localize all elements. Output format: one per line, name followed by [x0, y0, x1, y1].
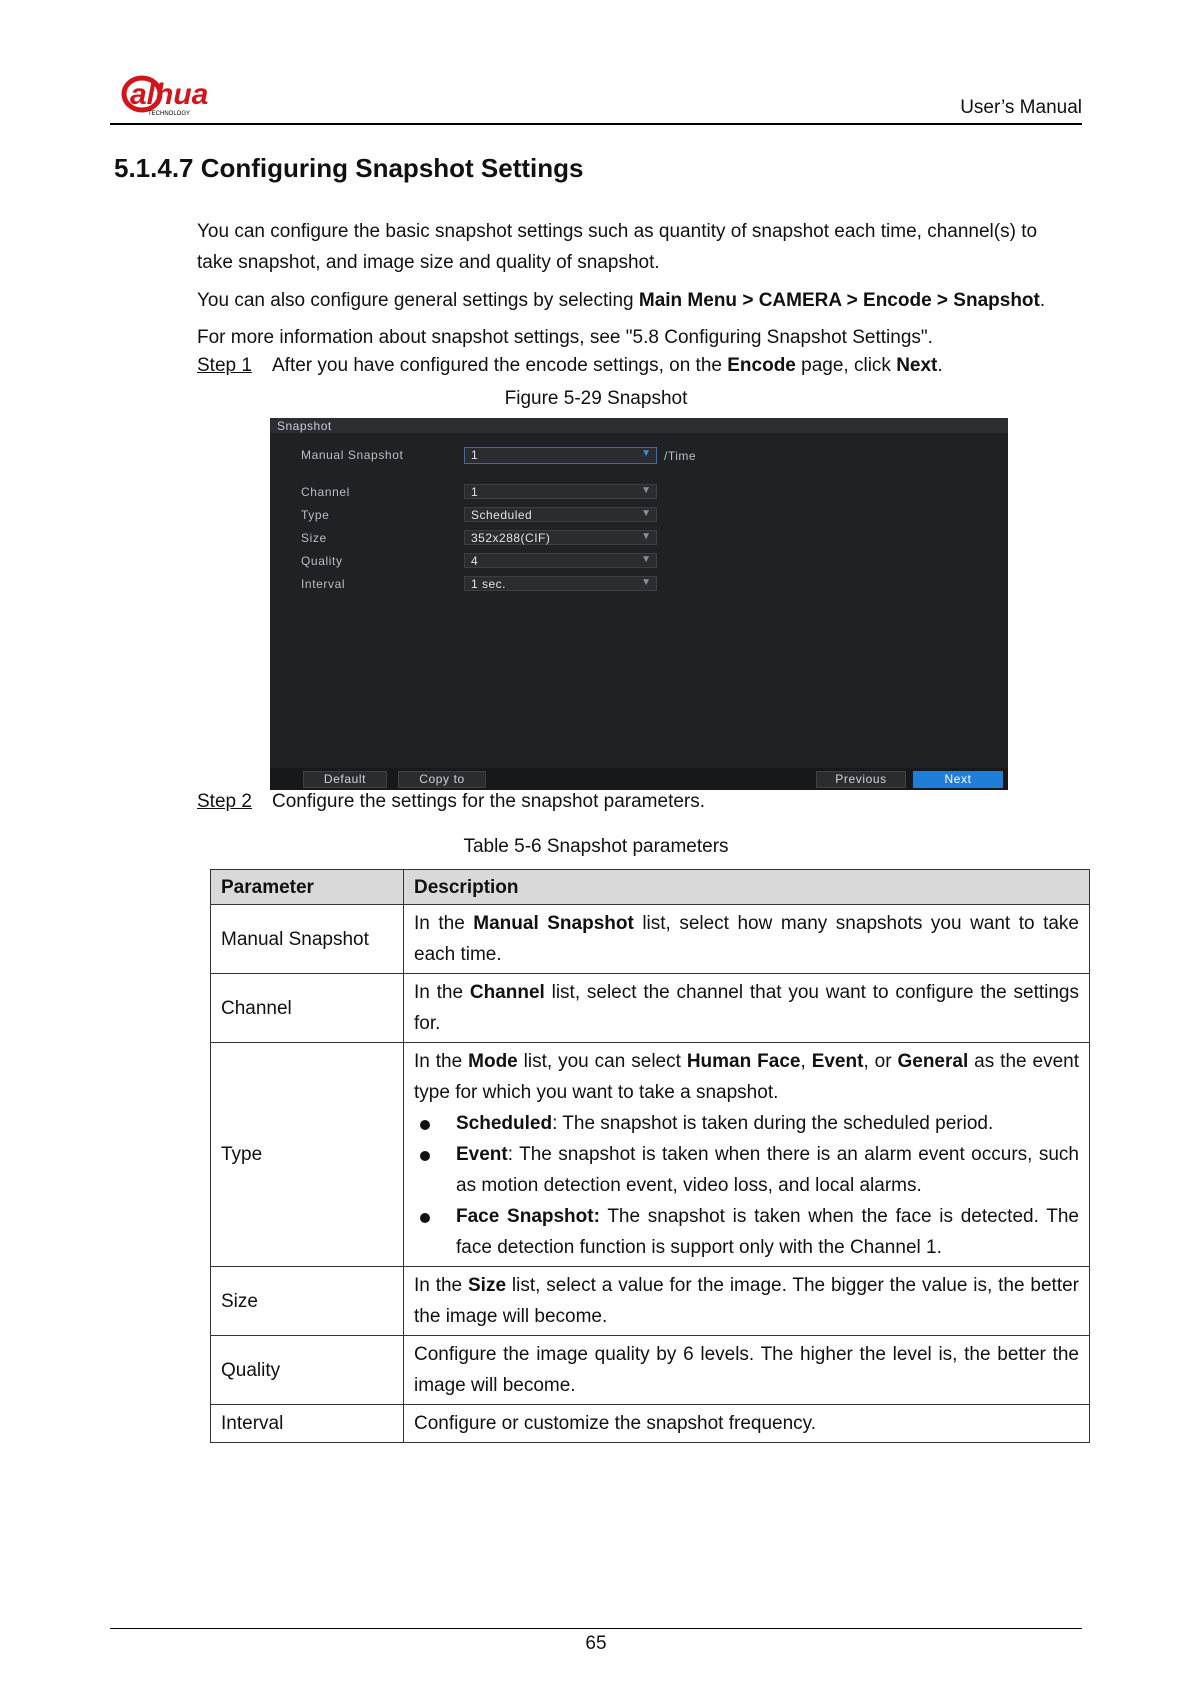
menu-path: Main Menu > CAMERA > Encode > Snapshot [638, 290, 1040, 311]
step-1-next: Next [896, 355, 938, 376]
interval-select[interactable] [464, 576, 657, 591]
chevron-down-icon: ▼ [641, 531, 651, 542]
type-label: Type [301, 508, 330, 522]
param-name: Interval [211, 1405, 404, 1443]
desc-bold: Human Face [686, 1051, 801, 1072]
step-1-label: Step 1 [197, 355, 252, 376]
desc-bold: Event [811, 1051, 864, 1072]
desc-text: : The snapshot is taken when there is an alarm event occurs, such as motion detection event, video loss, and local alarms. [456, 1144, 1079, 1196]
figure-caption: Figure 5-29 Snapshot [504, 388, 688, 409]
param-name: Quality [211, 1336, 404, 1405]
interval-label: Interval [301, 577, 346, 591]
bullet-icon [420, 1151, 430, 1161]
desc-text: In the [414, 1051, 469, 1072]
snapshot-header-bar [270, 418, 1008, 433]
chevron-down-icon: ▼ [641, 554, 651, 565]
param-name: Manual Snapshot [211, 905, 404, 974]
desc-text: , or [863, 1051, 898, 1072]
default-button[interactable]: Default [303, 771, 387, 788]
chevron-down-icon: ▼ [641, 508, 651, 519]
channel-value: 1 [471, 485, 479, 499]
bullet-icon [420, 1120, 430, 1130]
section-title: 5.1.4.7 Configuring Snapshot Settings [114, 153, 584, 183]
header-description: Description [404, 870, 1090, 905]
snapshot-title: Snapshot [277, 419, 332, 433]
logo-subtext: TECHNOLOGY [148, 111, 191, 116]
type-intro [414, 1046, 1079, 1108]
type-bullet-list [414, 1108, 1079, 1263]
step-2-text: Configure the settings for the snapshot parameters. [272, 791, 706, 812]
param-description: Configure the image quality by 6 levels. The higher the level is, the better the image will become. [404, 1336, 1090, 1405]
table-row [211, 1405, 1090, 1443]
page-number: 65 [585, 1633, 607, 1654]
list-item [414, 1108, 1079, 1139]
header-parameter: Parameter [211, 870, 404, 905]
size-select[interactable] [464, 530, 657, 545]
manual-snapshot-value: 1 [471, 448, 479, 462]
param-description: Configure or customize the snapshot frequency. [404, 1405, 1090, 1443]
footer-divider [110, 1628, 1082, 1629]
step-1-encode: Encode [727, 355, 796, 376]
list-item [414, 1201, 1079, 1263]
intro-line-1: You can configure the basic snapshot settings such as quantity of snapshot each time, channel(s) to [197, 221, 1038, 242]
general-settings-paragraph [197, 285, 1087, 316]
snapshot-screenshot [270, 418, 1008, 790]
step-1-suffix: . [937, 355, 943, 376]
next-button[interactable]: Next [913, 771, 1003, 788]
previous-button[interactable]: Previous [816, 771, 906, 788]
step-1-text [272, 355, 943, 377]
snapshot-parameters-table [210, 869, 1090, 1443]
step-1-prefix: After you have configured the encode settings, on the [272, 355, 728, 376]
param-description [404, 905, 1090, 974]
intro-line-2: take snapshot, and image size and quality of snapshot. [197, 252, 660, 273]
param-name: Size [211, 1267, 404, 1336]
desc-text: , [800, 1051, 812, 1072]
chevron-down-icon: ▼ [641, 485, 651, 496]
param-description [404, 974, 1090, 1043]
desc-bold: Manual Snapshot [473, 913, 634, 934]
intro-paragraph [197, 216, 1087, 278]
header-divider [110, 123, 1082, 125]
table-row [211, 1336, 1090, 1405]
brand-logo [120, 72, 260, 116]
channel-select[interactable] [464, 484, 657, 499]
table-row [211, 905, 1090, 974]
desc-bold: Channel [469, 982, 545, 1003]
desc-text: The snapshot is taken when the face is detected. The face detection function is support only with the Channel 1. [456, 1206, 1079, 1258]
desc-text: list, select how many snapshots you want to take each time. [414, 913, 1079, 965]
manual-snapshot-unit: /Time [664, 449, 697, 463]
table-row [211, 974, 1090, 1043]
chevron-down-icon: ▼ [641, 577, 651, 588]
step-1-mid: page, click [795, 355, 897, 376]
quality-select[interactable] [464, 553, 657, 568]
desc-text: list, select the channel that you want to configure the settings for. [414, 982, 1079, 1034]
quality-value: 4 [471, 554, 479, 568]
table-row [211, 1267, 1090, 1336]
desc-text: In the [414, 982, 470, 1003]
general-suffix: . [1039, 290, 1046, 311]
desc-bold: Face Snapshot: [456, 1206, 600, 1227]
param-name: Type [211, 1043, 404, 1267]
step-2-label: Step 2 [197, 791, 252, 812]
desc-bold: Event [456, 1144, 508, 1165]
more-info-paragraph: For more information about snapshot settings, see "5.8 Configuring Snapshot Settings". [197, 327, 933, 348]
type-value: Scheduled [471, 508, 533, 522]
param-name: Channel [211, 974, 404, 1043]
table-caption: Table 5-6 Snapshot parameters [463, 836, 729, 857]
desc-text: : The snapshot is taken during the scheduled period. [552, 1113, 994, 1134]
size-value: 352x288(CIF) [471, 531, 551, 545]
desc-text: In the [414, 1275, 468, 1296]
desc-bold: Size [468, 1275, 507, 1296]
table-header-row [211, 870, 1090, 905]
size-label: Size [301, 531, 327, 545]
quality-label: Quality [301, 554, 343, 568]
table-row [211, 1043, 1090, 1267]
param-description [404, 1043, 1090, 1267]
param-description [404, 1267, 1090, 1336]
channel-label: Channel [301, 485, 350, 499]
bullet-icon [420, 1213, 430, 1223]
list-item [414, 1139, 1079, 1201]
interval-value: 1 sec. [471, 577, 507, 591]
logo-letter: alhua [130, 78, 209, 111]
desc-text: list, select a value for the image. The bigger the value is, the better the image will become. [414, 1275, 1079, 1327]
manual-snapshot-select[interactable] [464, 447, 657, 464]
chevron-down-icon: ▼ [641, 448, 651, 459]
desc-text: as the event type for which you want to take a snapshot. [414, 1051, 1080, 1103]
desc-bold: Scheduled [456, 1113, 553, 1134]
type-select[interactable] [464, 507, 657, 522]
desc-text: In the [414, 913, 474, 934]
desc-bold: Mode [468, 1051, 518, 1072]
copy-to-button[interactable]: Copy to [398, 771, 486, 788]
logo-graphic [120, 72, 260, 116]
desc-bold: General [897, 1051, 969, 1072]
general-prefix: You can also configure general settings by selecting [197, 290, 639, 311]
manual-label: User’s Manual [960, 97, 1082, 118]
desc-text: list, you can select [517, 1051, 687, 1072]
manual-snapshot-label: Manual Snapshot [301, 448, 404, 462]
